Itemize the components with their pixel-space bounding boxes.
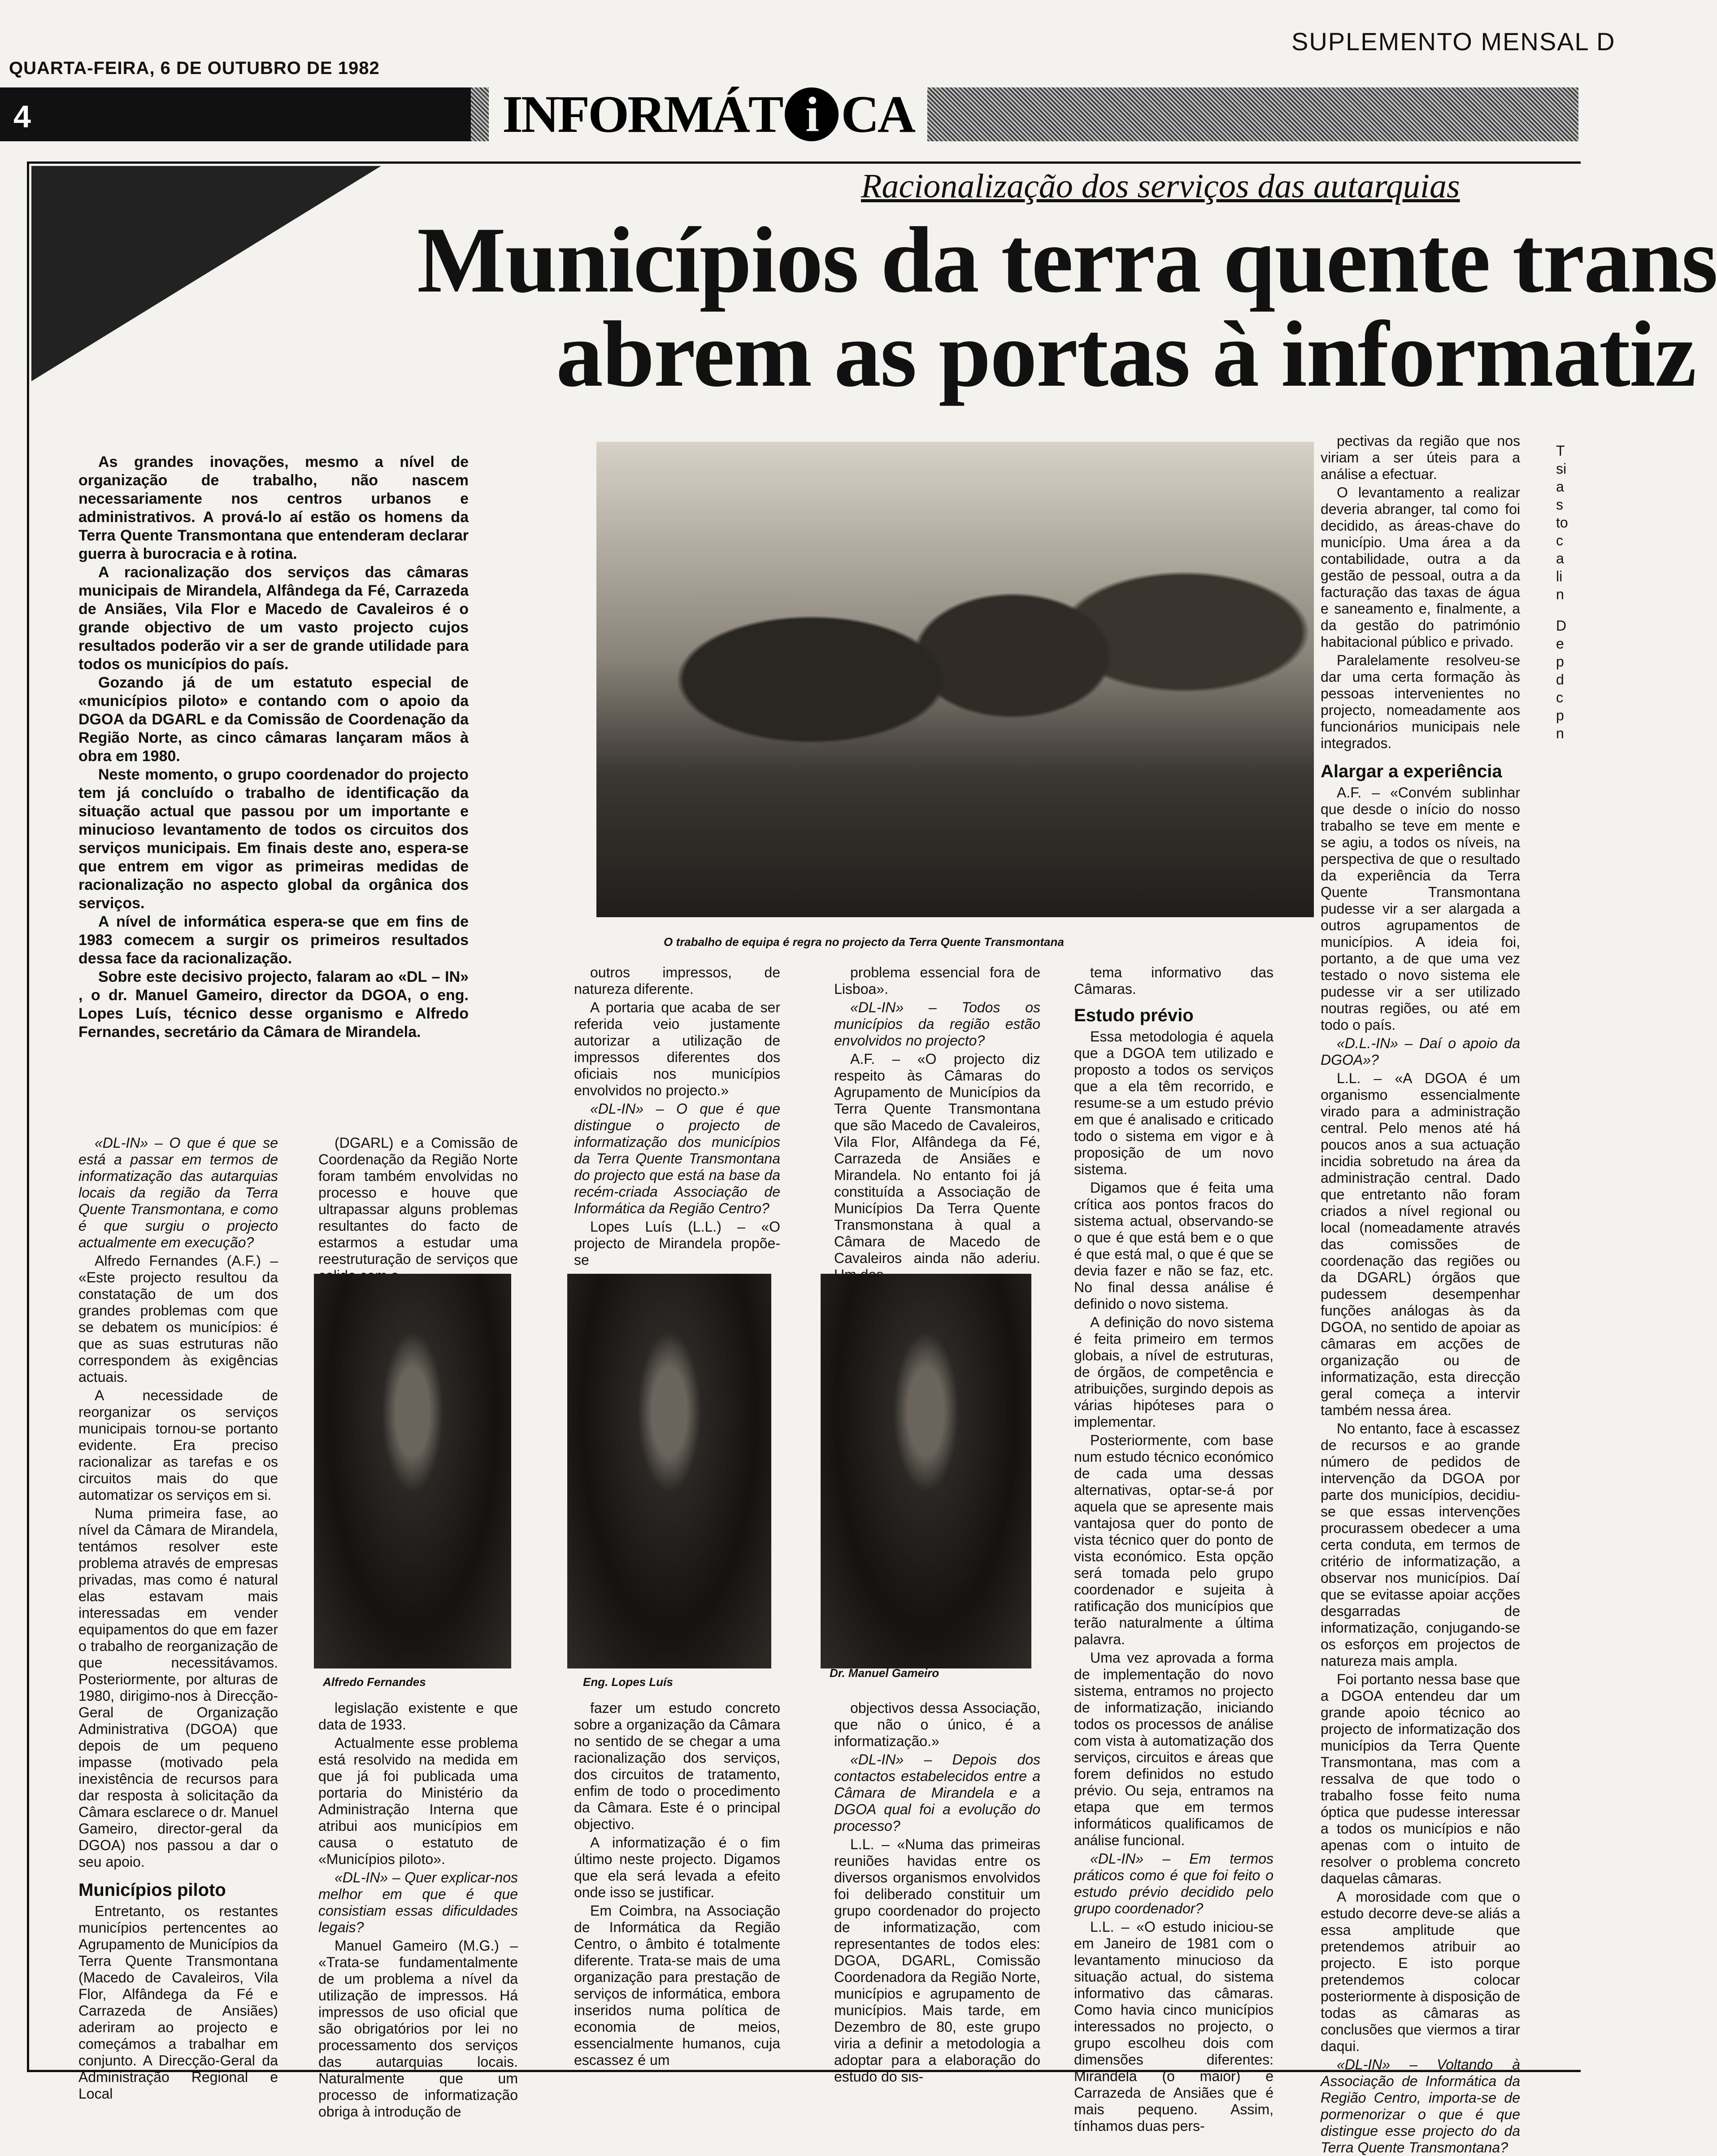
lead-paragraph: Sobre este decisivo projecto, falaram ao «DL – IN» , o dr. Manuel Gameiro, director da DGOA, o eng. Lopes Luís, técnico desse organismo e Alfredo Fernandes, secretário da Câmara de Mirandela. xyxy=(78,968,469,1041)
paragraph: A informatização é o fim último neste projecto. Digamos que ela será levada a efeito onde isso se justificar. xyxy=(574,1834,780,1900)
column-4-bottom xyxy=(834,1700,1040,2085)
question: «DL-IN» – Todos os municípios da região estão envolvidos no projecto? xyxy=(834,999,1040,1049)
paragraph: Foi portanto nessa base que a DGOA entendeu dar um grande apoio técnico ao projecto de informatização dos municípios da Terra Quente Transmontana, mas com a ressalva de que todo o trabalho fosse feito numa óptica que pudesse interessar a todos os municípios e não apenas com o intuito de resolver o problema concreto daquelas câmaras. xyxy=(1321,1671,1520,1886)
issue-date: QUARTA-FEIRA, 6 DE OUTUBRO DE 1982 xyxy=(9,58,380,78)
paragraph: A portaria que acaba de ser referida veio justamente autorizar a utilização de impressos diferentes dos oficiais nos municípios envolvidos no projecto.» xyxy=(574,999,780,1098)
paragraph: L.L. – «Numa das primeiras reuniões havidas entre os diversos organismos envolvidos foi deliberado constituir um grupo coordenador do projecto de informatização, com representantes de todos eles: DGOA, DGARL, Comissão Coordenadora da Região Norte, municípios e agrupamento de municípios. Mais tarde, em Dezembro de 80, este grupo viria a definir a metodologia a adoptar para a elaboração do estudo do sis- xyxy=(834,1836,1040,2085)
question: «D.L.-IN» – Daí o apoio da DGOA»? xyxy=(1321,1035,1520,1068)
logo-i-emblem xyxy=(785,87,839,141)
article-kicker: Racionalização dos serviços das autarquias xyxy=(861,167,1460,205)
edge-fragment: e xyxy=(1556,636,1564,652)
question: «DL-IN» – Quer explicar-nos melhor em que é que consistiam essas dificuldades legais? xyxy=(318,1869,518,1935)
column-1 xyxy=(78,1135,278,2102)
column-3-top xyxy=(574,964,780,1269)
paragraph: L.L. – «A DGOA é um organismo essencialmente virado para a administração central. Pelo menos até há poucos anos a sua actuação incidia sobretudo na área da administração central. Dado que entretanto não foram criados a nível regional ou local (nomeadamente através das comissões de coordenação das regiões ou da DGARL) órgãos que pudessem desempenhar funções análogas às da DGOA, no sentido de apoiar as câmaras em acções de organização ou de informatização, esta direcção geral começa a intervir também nessa área. xyxy=(1321,1070,1520,1418)
edge-fragment: p xyxy=(1556,707,1564,723)
portrait-caption: Dr. Manuel Gameiro xyxy=(830,1666,939,1680)
edge-fragment: n xyxy=(1556,586,1564,602)
question: «DL-IN» – O que é que se está a passar em termos de informatização das autarquias locais da região da Terra Quente Transmontana, e como é que surgiu o projecto actualmente em execução? xyxy=(78,1135,278,1250)
lead-paragraph: As grandes inovações, mesmo a nível de organização de trabalho, não nascem necessariamente nos centros urbanos e administrativos. A prová-lo aí estão os homens da Terra Quente Transmontana que entenderam declarar guerra à burocracia e à rotina. xyxy=(78,453,469,562)
portrait-caption: Eng. Lopes Luís xyxy=(583,1675,673,1689)
paragraph: tema informativo das Câmaras. xyxy=(1074,964,1274,997)
page-number: 4 xyxy=(13,99,31,134)
article-lead xyxy=(78,453,469,1041)
edge-fragment: s xyxy=(1556,497,1563,513)
portrait-caption: Alfredo Fernandes xyxy=(323,1675,426,1689)
paragraph: A definição do novo sistema é feita primeiro em termos globais, a nível de estruturas, de órgãos, de competência e atribuições, surgindo depois as várias hipóteses para o implementar. xyxy=(1074,1314,1274,1430)
paragraph: Paralelamente resolveu-se dar uma certa formação às pessoas intervenientes no projecto, nomeadamente aos funcionários municipais nele integrados. xyxy=(1321,652,1520,751)
paragraph: Essa metodologia é aquela que a DGOA tem utilizado e proposto a todos os serviços que a ela têm recorrido, e resume-se a um estudo prévio em que é analisado e criticado todo o sistema em vigor e à proposição de um novo sistema. xyxy=(1074,1028,1274,1177)
edge-fragment: D xyxy=(1556,618,1567,634)
headline-line-1: Municípios da terra quente trans xyxy=(417,208,1717,312)
headline-line-2: abrem as portas à informatiz xyxy=(556,302,1696,406)
paragraph: (DGARL) e a Comissão de Coordenação da Região Norte foram também envolvidas no processo e houve que ultrapassar alguns problemas resultantes do facto de estarmos a estudar uma reestruturação de serviços que xyxy=(318,1135,518,1267)
paragraph: A morosidade com que o estudo decorre deve-se aliás a essa amplitude que pretendemos atribuir ao projecto. E isto porque pretendemos colocar posteriormente à disposição de todas as câmaras as conclusões que viermos a tirar daqui. xyxy=(1321,1889,1520,2054)
clipped-edge-column xyxy=(1556,442,1578,756)
paragraph: A necessidade de reorganizar os serviços municipais tornou-se portanto evidente. Era preciso racionalizar as tarefas e os circuitos mais do que automatizar os serviços em si. xyxy=(78,1387,278,1503)
paragraph: O levantamento a realizar deveria abranger, tal como foi decidido, as áreas-chave do município. Uma área a da contabilidade, outra a da gestão de pessoal, outra a da facturação das taxas de água e saneamento e, finalmente, a da gestão do património habitacional público e privado. xyxy=(1321,484,1520,650)
paragraph: Uma vez aprovada a forma de implementação do novo sistema, entramos no projecto de informatização, iniciando todos os processos de análise com vista à automatização dos serviços, circuitos e áreas que forem definidos no estudo prévio. Ou seja, entramos na etapa que em termos informáticos qualificamos de análise funcional. xyxy=(1074,1650,1274,1848)
lead-paragraph: A racionalização dos serviços das câmaras municipais de Mirandela, Alfândega da Fé, Carrazeda de Ansiães, Vila Flor e Macedo de Cavaleiros é o grande objectivo de um vasto projecto cujos resultados poderão vir a ser de grande utilidade para todos os municípios do país. xyxy=(78,564,469,673)
question: «DL-IN» – O que é que distingue o projecto de informatização dos municípios da Terra Quente Transmontana do projecto que está na base da recém-criada Associação de Informática da Região Centro? xyxy=(574,1101,780,1216)
edge-fragment: to xyxy=(1556,514,1568,531)
lead-paragraph: A nível de informática espera-se que em fins de 1983 comecem a surgir os primeiros resultados dessa face da racionalização. xyxy=(78,913,469,967)
question: «DL-IN» – Voltando à Associação de Informática da Região Centro, importa-se de pormenorizar o que é que distingue esse projecto do da Terra Quente Transmontana? xyxy=(1321,2056,1520,2156)
logo-text-left: INFORMÁT xyxy=(502,85,782,144)
paragraph: problema essencial fora de Lisboa». xyxy=(834,964,1040,997)
logo-text-mid: i xyxy=(805,87,817,142)
paragraph: Alfredo Fernandes (A.F.) – «Este projecto resultou da constatação de um dos grandes problemas com que se debatem os municípios: é que as suas estruturas não correspondem às exigências actuais. xyxy=(78,1253,278,1385)
paragraph: legislação existente e que data de 1933. xyxy=(318,1700,518,1733)
paragraph: L.L. – «O estudo iniciou-se em Janeiro de 1981 com o levantamento minucioso da situação actual, do sistema informativo das câmaras. Como havia cinco municípios interessados no projecto, o grupo escolheu dois com dimensões diferentes: Mirandela (o maior) e Carrazeda de Ansiães que é mais pequeno. Assim, tínhamos duas pers- xyxy=(1074,1919,1274,2134)
paragraph: objectivos dessa Associação, que não o único, é a informatização.» xyxy=(834,1700,1040,1749)
edge-fragment: si xyxy=(1556,461,1567,477)
edge-fragment: li xyxy=(1556,568,1563,584)
edge-fragment: n xyxy=(1556,725,1564,741)
lead-paragraph: Neste momento, o grupo coordenador do projecto tem já concluído o trabalho de identificação da situação actual que passou por um importante e minucioso levantamento de todos os circuitos dos serviços municipais. Em finais deste ano, espera-se que entrem em vigor as primeiras medidas de racionalização no aspecto global da orgânica dos serviços. xyxy=(78,766,469,912)
column-3-bottom xyxy=(574,1700,780,2068)
lead-paragraph: Gozando já de um estatuto especial de «municípios piloto» e contando com o apoio da DGOA da DGARL e da Comissão de Coordenação da Região Norte, as cinco câmaras lançaram mãos à obra em 1980. xyxy=(78,674,469,765)
column-5 xyxy=(1074,964,1274,2134)
paragraph: Posteriormente, com base num estudo técnico económico de cada uma dessas alternativas, optar-se-á por aquela que se apresente mais vantajosa quer do ponto de vista técnico quer do ponto de vista económico. Esta opção será tomada pelo grupo coordenador e sujeita à ratificação dos municípios que terão naturalmente a última palavra. xyxy=(1074,1432,1274,1647)
masthead-band-dark xyxy=(0,87,471,141)
column-6 xyxy=(1321,433,1520,2156)
question: «DL-IN» – Em termos práticos como é que foi feito o estudo prévio decidido pelo grupo coordenador? xyxy=(1074,1851,1274,1916)
logo-text-right: CA xyxy=(841,85,914,144)
edge-fragment: T xyxy=(1556,443,1565,459)
column-4-top xyxy=(834,964,1040,1269)
portrait-lopes-luis xyxy=(567,1274,771,1668)
paragraph: outros impressos, de natureza diferente. xyxy=(574,964,780,997)
paragraph: A.F. – «O projecto diz respeito às Câmaras do Agrupamento de Municípios da Terra Quente Transmontana que são Macedo de Cavaleiros, Vila Flor, Alfândega da Fé, Carrazeda de Ansiães e Mirandela. No entanto foi já constituída a Associação de Municípios Da Terra Quente Transmonstana à qual a Câmara de Macedo de Cavaleiros ainda não aderiu. xyxy=(834,1051,1040,1266)
column-2-top xyxy=(318,1135,518,1269)
paragraph: pectivas da região que nos viriam a ser úteis para a análise a efectuar. xyxy=(1321,433,1520,482)
edge-fragment: d xyxy=(1556,671,1564,688)
paragraph: Em Coimbra, na Associação de Informática da Região Centro, o âmbito é totalmente diferente. Trata-se mais de uma organização para prestação de serviços de informática, embora inseridos numa política de economia de meios, essencialmente humanos, cuja escassez é um xyxy=(574,1903,780,2068)
paragraph: A.F. – «Convém sublinhar que desde o início do nosso trabalho se teve em mente e se agiu, a todos os níveis, na perspectiva de que o resultado da experiência da Terra Quente Transmontana pudesse vir a ser alargada a outros agrupamentos de municípios. A ideia foi, portanto, a de que uma vez testado o novo sistema ele pudesse vir a ser utilizado noutras regiões, ou até em todo o país. xyxy=(1321,784,1520,1033)
portrait-manuel-gameiro xyxy=(821,1274,1031,1668)
column-2-bottom xyxy=(318,1700,518,2120)
paragraph: fazer um estudo concreto sobre a organização da Câmara no sentido de se chegar a uma racionalização dos serviços, dos circuitos de tratamento, enfim de todo o procedimento da Câmara. Este é o principal objectivo. xyxy=(574,1700,780,1832)
team-photo-caption: O trabalho de equipa é regra no projecto da Terra Quente Transmontana xyxy=(664,935,1064,949)
subhead-municipios-piloto: Municípios piloto xyxy=(78,1880,226,1900)
portrait-alfredo-fernandes xyxy=(314,1274,511,1668)
paragraph: Entretanto, os restantes municípios pertencentes ao Agrupamento de Municípios da Terra Quente Transmontana (Macedo de Cavaleiros, Vila Flor, Alfândega da Fé e Carrazeda de Ansiães) aderiram ao projecto e começámos a trabalhar em conjunto. A Direcção-Geral da Administração Regional e Local xyxy=(78,1903,278,2102)
edge-fragment: c xyxy=(1556,689,1563,706)
corner-triangle xyxy=(31,166,381,381)
edge-fragment: a xyxy=(1556,550,1564,566)
paragraph: Digamos que é feita uma crítica aos pontos fracos do sistema actual, observando-se o que é que está bem e o que é que está mal, o que é que se devia fazer e não se faz, etc. No final dessa análise é definido o novo sistema. xyxy=(1074,1180,1274,1312)
edge-fragment: p xyxy=(1556,653,1564,670)
paragraph: No entanto, face à escassez de recursos e ao grande número de pedidos de intervenção da DGOA por parte dos municípios, decidiu-se que essas intervenções procurassem obedecer a uma certa conduta, em termos de critério de informatização, a observar nos municípios. Daí que se evitasse apoiar acções desgarradas de informatização, conjugando-se os esforços em projectos de natureza mais ampla. xyxy=(1321,1420,1520,1669)
paragraph: Numa primeira fase, ao nível da Câmara de Mirandela, tentámos resolver este problema através de empresas privadas, mas como é natural elas estavam mais interessadas em vender equipamentos do que em fazer o trabalho de reorganização de que necessitávamos. Posteriormente, por alturas de 1980, dirigimo-nos à Direcção-Geral de Organização Administrativa (DGOA) que depois de um pequeno impasse (motivado pela inexistência de recursos para dar resposta à solicitação da Câmara esclarece o dr. Manuel Gameiro, director-geral da DGOA) nos passou a dar o seu apoio. xyxy=(78,1505,278,1870)
team-photo xyxy=(596,442,1314,917)
subhead-estudo-previo: Estudo prévio xyxy=(1074,1006,1194,1025)
subhead-alargar-experiencia: Alargar a experiência xyxy=(1321,762,1502,781)
paragraph: Lopes Luís (L.L.) – «O projecto de Mirandela propõe-se xyxy=(574,1219,780,1268)
edge-fragment: c xyxy=(1556,532,1563,549)
paragraph: Actualmente esse problema está resolvido na medida em que já foi publicada uma portaria do Ministério da Administração Interna que atribui aos municípios em causa o estatuto de «Municípios piloto». xyxy=(318,1735,518,1867)
question: «DL-IN» – Depois dos contactos estabelecidos entre a Câmara de Mirandela e a DGOA qual foi a evolução do processo? xyxy=(834,1751,1040,1834)
paragraph: Manuel Gameiro (M.G.) – «Trata-se fundamentalmente de um problema a nível da utilização de impressos. Há impressos de uso oficial que são obrigatórios por lei no processamento dos serviços das autarquias locais. Naturalmente que um processo de informatização obriga à introdução de xyxy=(318,1938,518,2120)
section-logo xyxy=(489,85,927,144)
edge-fragment: a xyxy=(1556,479,1564,495)
supplement-title: SUPLEMENTO MENSAL D xyxy=(1291,27,1616,56)
